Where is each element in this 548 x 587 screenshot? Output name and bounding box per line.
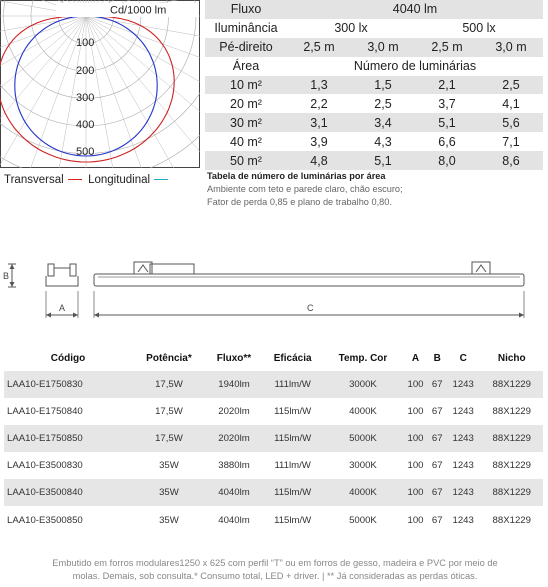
table-cell: 3,7 [415,94,479,113]
polar-ring-label: 300 [76,92,95,104]
table-cell: 67 [429,506,446,533]
polar-ring-label: 200 [76,65,95,77]
table-cell: 4,1 [479,94,543,113]
luminaire-count-header: Número de luminárias [287,57,543,76]
fluxo-value: 4040 lm [287,0,543,19]
table-cell: 100 [403,452,429,479]
table-cell: 1243 [446,506,481,533]
legend-longitudinal-label: Longitudinal [88,174,151,186]
table-cell: 1940lm [206,371,262,398]
table-cell: 1243 [446,452,481,479]
product-code-cell: LAA10-E3500830 [4,452,132,479]
area-label: Área [205,57,287,76]
table-cell: 67 [429,479,446,506]
table-header-row [4,345,543,371]
table-cell: 88X1229 [481,371,543,398]
table-cell: 115lm/W [262,479,323,506]
table-cell: 17,5W [132,398,206,425]
table-cell: 67 [429,452,446,479]
table-cell: 5,1 [351,151,415,170]
table-row [205,132,543,151]
col-header: Temp. Cor [323,345,402,371]
legend-transversal-label: Transversal [4,174,64,186]
table-row [4,506,543,533]
col-header: A [403,345,429,371]
table-cell: 111lm/W [262,452,323,479]
table-cell: 4040lm [206,479,262,506]
dimension-label-c: C [307,303,314,313]
table-row [205,19,543,38]
table-cell: 6,6 [415,132,479,151]
table-cell: 7,1 [479,132,543,151]
dimension-label-b: B [3,271,10,281]
driver-box [150,264,194,274]
table-cell: 2,1 [415,76,479,95]
iluminancia-label: Iluminância [205,19,287,38]
table-cell: 3,9 [287,132,351,151]
dimension-drawing [0,248,548,324]
table-row [205,113,543,132]
polar-ring-label: 100 [76,37,95,49]
product-specs-table [4,345,543,534]
table-cell: 115lm/W [262,425,323,452]
footer-note [40,557,510,583]
table-row [205,0,543,19]
table-cell: 67 [429,371,446,398]
table-cell: 100 [403,479,429,506]
table-cell: 88X1229 [481,506,543,533]
table-cell: 111lm/W [262,371,323,398]
table-cell: 1243 [446,425,481,452]
table-row [4,398,543,425]
table-row [205,76,543,95]
area-cell: 40 m² [205,132,287,151]
table-cell: 115lm/W [262,398,323,425]
table-cell: 8,6 [479,151,543,170]
dimension-label-a: A [59,303,66,313]
table-row [205,151,543,170]
table-cell: 35W [132,506,206,533]
table-cell: 5000K [323,425,402,452]
side-spring-left [48,264,54,276]
pe-direito-label: Pé-direito [205,38,287,57]
table-row [4,371,543,398]
legend-longitudinal-swatch [154,179,168,180]
col-header: C [446,345,481,371]
table-row [4,452,543,479]
table-cell: 4,3 [351,132,415,151]
col-header: Nicho [481,345,543,371]
area-cell: 10 m² [205,76,287,95]
table-cell: 1,3 [287,76,351,95]
area-cell: 20 m² [205,94,287,113]
col-header: Potência* [132,345,206,371]
caption-title: Tabela de número de luminárias por área [207,171,386,181]
table-cell: 4000K [323,398,402,425]
iluminancia-300: 300 lx [287,19,415,38]
polar-legend [4,174,171,186]
table-cell: 3,4 [351,113,415,132]
table-cell: 3000K [323,371,402,398]
table-cell: 2,5 m [415,38,479,57]
table-cell: 88X1229 [481,398,543,425]
polar-ring-label: 500 [76,146,95,158]
polar-light-distribution-diagram [0,0,200,168]
side-spring-right [70,264,76,276]
table-cell: 2,5 [479,76,543,95]
table-cell: 5,6 [479,113,543,132]
col-header: Fluxo** [206,345,262,371]
table-cell: 67 [429,398,446,425]
table-cell: 5,1 [415,113,479,132]
side-profile [46,276,78,286]
table-row [205,94,543,113]
table-cell: 8,0 [415,151,479,170]
col-header: B [429,345,446,371]
area-cell: 50 m² [205,151,287,170]
table-cell: 3,1 [287,113,351,132]
table-cell: 4,8 [287,151,351,170]
table-cell: 100 [403,425,429,452]
table-cell: 4040lm [206,506,262,533]
table-cell: 35W [132,452,206,479]
table-row [4,479,543,506]
footer-line: Embutido em forros modulares1250 x 625 com perfil “T” ou em forros de gesso, madeira e PVC por meio de [52,558,498,568]
table-cell: 3000K [323,452,402,479]
table-cell: 2020lm [206,425,262,452]
table-cell: 115lm/W [262,506,323,533]
table-cell: 100 [403,506,429,533]
product-code-cell: LAA10-E1750830 [4,371,132,398]
table-row [205,57,543,76]
table-cell: 2,2 [287,94,351,113]
table-cell: 17,5W [132,371,206,398]
table-cell: 100 [403,371,429,398]
table-cell: 88X1229 [481,479,543,506]
table-cell: 1,5 [351,76,415,95]
table-cell: 4000K [323,479,402,506]
polar-ring-label: 400 [76,119,95,131]
table-cell: 1243 [446,371,481,398]
table-cell: 2,5 [351,94,415,113]
table-cell: 3880lm [206,452,262,479]
table-cell: 3,0 m [351,38,415,57]
table-row [205,38,543,57]
table-cell: 2020lm [206,398,262,425]
legend-transversal-swatch [68,179,82,180]
table-cell: 67 [429,425,446,452]
table-row [4,425,543,452]
table-cell: 1243 [446,479,481,506]
product-code-cell: LAA10-E3500850 [4,506,132,533]
table-cell: 2,5 m [287,38,351,57]
caption-line: Fator de perda 0,85 e plano de trabalho 0,80. [207,197,392,208]
iluminancia-500: 500 lx [415,19,543,38]
product-code-cell: LAA10-E1750850 [4,425,132,452]
table-cell: 17,5W [132,425,206,452]
product-code-cell: LAA10-E1750840 [4,398,132,425]
spring-clip-left [134,262,152,274]
col-header: Eficácia [262,345,323,371]
luminaire-table-caption [207,170,403,210]
footer-line: molas. Demais, sob consulta.* Consumo total, LED + driver. | ** Já consideradas as perdas óticas. [72,571,478,581]
table-cell: 3,0 m [479,38,543,57]
polar-unit-label: Cd/1000 lm [110,4,167,17]
area-cell: 30 m² [205,113,287,132]
fluxo-label: Fluxo [205,0,287,19]
table-cell: 88X1229 [481,452,543,479]
table-cell: 88X1229 [481,425,543,452]
product-code-cell: LAA10-E3500840 [4,479,132,506]
table-cell: 35W [132,479,206,506]
table-cell: 5000K [323,506,402,533]
luminaire-count-table [205,0,543,170]
table-cell: 100 [403,398,429,425]
luminaire-body [94,274,524,286]
table-cell: 1243 [446,398,481,425]
caption-line: Ambiente com teto e parede claro, chão escuro; [207,184,403,195]
spring-clip-right [472,262,490,274]
col-header: Código [4,345,132,371]
